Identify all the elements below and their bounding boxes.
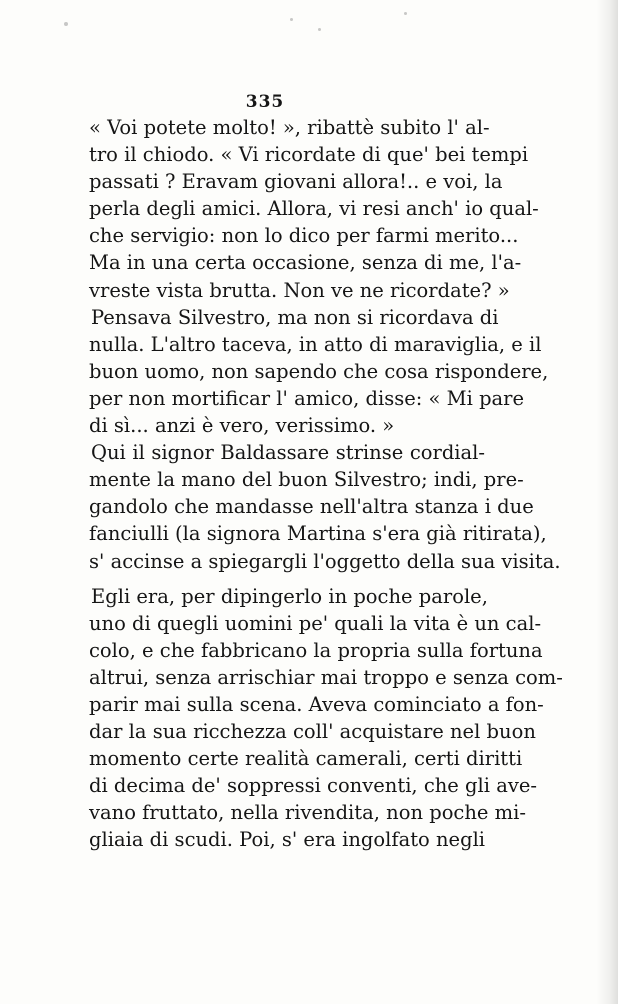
text-line: tro il chiodo. « Vi ricordate di que' bei tempi [89,143,529,167]
page-number: 335 [245,92,285,112]
paper-speck [64,22,68,26]
text-line: gandolo che mandasse nell'altra stanza i due [89,495,534,519]
text-line: mente la mano del buon Silvestro; indi, pre- [89,468,524,492]
text-line: uno di quegli uomini pe' quali la vita è un cal- [89,611,542,635]
text-line: Ma in una certa occasione, senza di me, l'a- [89,251,522,275]
text-line: passati ? Eravam giovani allora!.. e voi, la [89,170,503,194]
text-line: perla degli amici. Allora, vi resi anch' io qual- [89,197,539,221]
paper-speck [318,28,321,31]
text-line: Qui il signor Baldassare strinse cordial- [91,441,485,465]
text-line: dar la sua ricchezza coll' acquistare nel buon [89,720,536,744]
text-line: nulla. L'altro taceva, in atto di maraviglia, e il [89,332,542,356]
text-line: buon uomo, non sapendo che cosa rispondere, [89,359,549,383]
text-line: gliaia di scudi. Poi, s' era ingolfato negli [89,828,486,852]
text-line: di sì... anzi è vero, verissimo. » [89,414,395,438]
text-line: Egli era, per dipingerlo in poche parole, [91,584,488,608]
text-line: parir mai sulla scena. Aveva cominciato a fon- [89,692,544,716]
text-line: s' accinse a spiegargli l'oggetto della sua visita. [89,549,561,573]
text-line: Pensava Silvestro, ma non si ricordava di [91,305,499,329]
text-line: per non mortificar l' amico, disse: « Mi pare [89,386,525,410]
text-line: vano fruttato, nella rivendita, non poche mi- [89,801,526,825]
text-line: vreste vista brutta. Non ve ne ricordate? » [89,278,510,302]
text-line: di decima de' soppressi conventi, che gli ave- [89,774,537,798]
text-line: « Voi potete molto! », ribattè subito l' al- [89,116,490,139]
paper-speck [290,18,293,21]
page-edge-shadow [596,0,618,1004]
text-line: altrui, senza arrischiar mai troppo e senza com- [89,665,563,689]
paper-speck [404,12,407,15]
body-text [89,114,563,854]
text-line: che servigio: non lo dico per farmi merito... [89,224,519,248]
text-line: momento certe realità camerali, certi diritti [89,747,523,771]
text-line: colo, e che fabbricano la propria sulla fortuna [89,638,543,662]
text-line: fanciulli (la signora Martina s'era già ritirata), [89,522,547,546]
